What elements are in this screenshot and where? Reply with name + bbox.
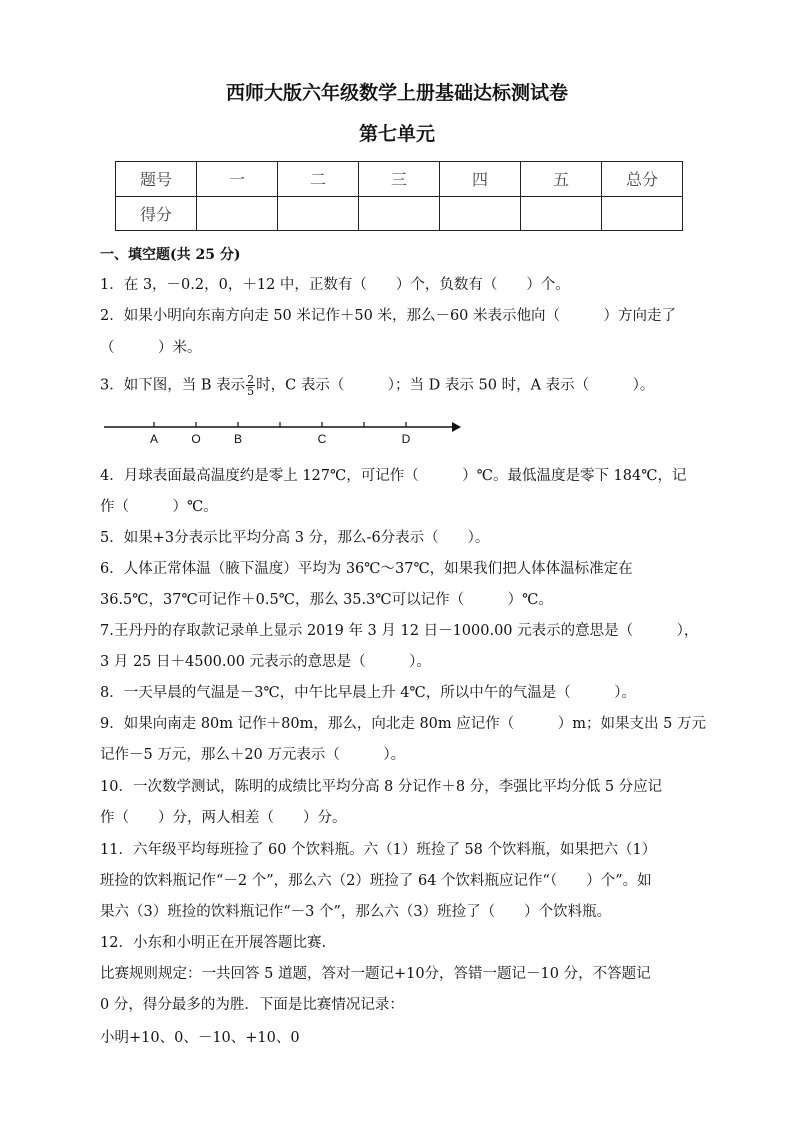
question-line: 作（ ）分，两人相差（ ）分。 — [100, 810, 347, 826]
number-line-arrow — [452, 422, 461, 432]
score-table-score-row — [116, 196, 683, 231]
point-label-o: O — [191, 432, 201, 446]
question-text: 时，C 表示（ ）；当 D 表示 50 时，A 表示（ ）。 — [256, 377, 655, 394]
question-line: 小明+10、0、－10、+10、0 — [100, 1030, 300, 1046]
question-line: 作（ ）℃。 — [100, 499, 218, 515]
question-line: 12．小东和小明正在开展答题比赛. — [100, 935, 327, 951]
point-label-b: B — [233, 432, 243, 446]
question-line: 2．如果小明向东南方向走 50 米记作＋50 米，那么－60 米表示他向（ ）方向走了 — [100, 308, 677, 324]
score-cell — [359, 196, 440, 231]
header-cell: 三 — [359, 162, 440, 197]
question-line: 班捡的饮料瓶记作“－2 个”，那么六（2）班捡了 64 个饮料瓶应记作“（ ）个”。如 — [100, 873, 652, 889]
score-cell — [440, 196, 521, 231]
point-label-d: D — [401, 432, 411, 446]
question-line: 6．人体正常体温（腋下温度）平均为 36℃～37℃，如果我们把人体体温标准定在 — [100, 561, 633, 577]
question-line — [100, 374, 654, 397]
fraction-denominator: 5 — [247, 385, 255, 398]
question-line: 果六（3）班捡的饮料瓶记作“－3 个”，那么六（3）班捡了（ ）个饮料瓶。 — [100, 904, 612, 920]
question-line: 7.王丹丹的存取款记录单上显示 2019 年 3 月 12 日－1000.00 元表示的意思是（ ）， — [100, 623, 699, 639]
question-line: 36.5℃，37℃可记作＋0.5℃，那么 35.3℃可以记作（ ）℃。 — [100, 592, 553, 608]
unit-title: 第七单元 — [358, 123, 435, 145]
question-line: 5．如果+3分表示比平均分高 3 分，那么-6分表示（ ）。 — [100, 530, 490, 546]
question-line: （ ）米。 — [100, 340, 202, 356]
question-line: 11．六年级平均每班捡了 60 个饮料瓶。六（1）班捡了 58 个饮料瓶，如果把六（1） — [100, 842, 657, 858]
header-cell: 二 — [278, 162, 359, 197]
score-table — [115, 161, 683, 231]
number-line — [100, 412, 470, 448]
header-cell: 五 — [521, 162, 602, 197]
section-heading: 一、填空题(共 25 分) — [100, 247, 241, 263]
fraction-numerator: 2 — [247, 373, 255, 386]
score-cell — [602, 196, 683, 231]
header-cell: 四 — [440, 162, 521, 197]
header-cell: 一 — [197, 162, 278, 197]
question-line: 4．月球表面最高温度约是零上 127℃，可记作（ ）℃。最低温度是零下 184℃，记 — [100, 468, 687, 484]
question-line: 10．一次数学测试，陈明的成绩比平均分高 8 分记作＋8 分，李强比平均分低 5 分应记 — [100, 779, 663, 795]
score-cell — [197, 196, 278, 231]
header-cell: 总分 — [602, 162, 683, 197]
question-line: 8．一天早晨的气温是－3℃，中午比早晨上升 4℃，所以中午的气温是（ ）。 — [100, 685, 636, 701]
question-line: 0 分，得分最多的为胜．下面是比赛情况记录： — [100, 997, 404, 1013]
point-label-c: C — [317, 432, 327, 446]
header-cell: 题号 — [116, 162, 197, 197]
question-line: 1．在 3，－0.2，0，＋12 中，正数有（ ）个，负数有（ ）个。 — [100, 277, 570, 293]
question-line: 9．如果向南走 80m 记作＋80m，那么，向北走 80m 应记作（ ）m；如果支出 5 万元 — [100, 716, 706, 732]
fraction — [246, 374, 255, 397]
question-line: 比赛规则规定：一共回答 5 道题，答对一题记+10分，答错一题记－10 分，不答题记 — [100, 966, 651, 982]
score-label-cell: 得分 — [116, 196, 197, 231]
question-text: 3．如下图，当 B 表示 — [100, 377, 246, 394]
point-label-a: A — [149, 432, 159, 446]
score-cell — [521, 196, 602, 231]
question-line: 记作－5 万元，那么＋20 万元表示（ ）。 — [100, 747, 406, 763]
score-cell — [278, 196, 359, 231]
question-line: 3 月 25 日＋4500.00 元表示的意思是（ ）。 — [100, 654, 431, 670]
score-table-header-row — [116, 162, 683, 197]
exam-title: 西师大版六年级数学上册基础达标测试卷 — [225, 82, 568, 104]
